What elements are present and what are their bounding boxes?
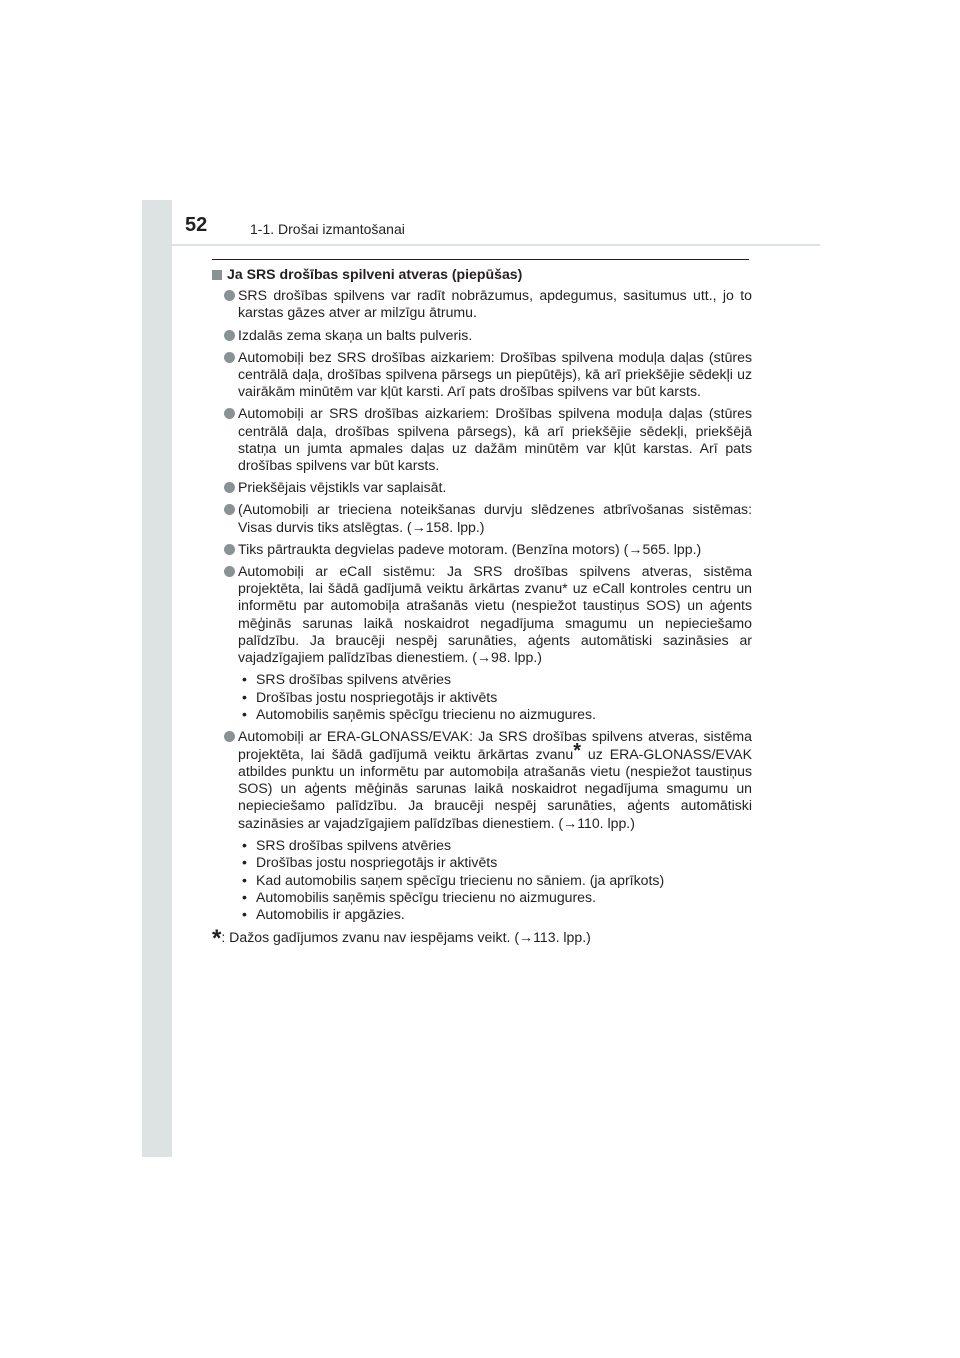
- sub-bullet: •: [242, 688, 247, 705]
- square-bullet-icon: [212, 270, 222, 280]
- item-text: Tiks pārtraukta degvielas padeve motoram. (Benzīna motors) (→565. lpp.): [238, 540, 702, 557]
- item-text: Automobiļi bez SRS drošības aizkariem: Drošības spilvena moduļa daļas (stūres centrālā daļa, drošības spilvena pārsegs un piepūtējs), kā arī priekšējie sēdekļi uz vairākām minūtēm var kļūt karsti. Arī pats drošības spilvens var būt karsts.: [238, 348, 752, 400]
- sub-bullet: •: [242, 871, 247, 888]
- sub-bullet: •: [242, 888, 247, 905]
- ecall-conditions: [242, 671, 752, 723]
- sub-item-text: Drošības jostu nospriegotājs ir aktivēts: [256, 854, 498, 871]
- sub-item-text: Kad automobilis saņem spēcīgu triecienu no sāniem. (ja aprīkots): [256, 871, 665, 888]
- heading-text: Ja SRS drošības spilveni atveras (piepūšas): [227, 266, 523, 282]
- page-number: 52: [185, 214, 208, 236]
- list-item: [212, 405, 752, 474]
- sub-item-text: Automobilis saņēmis spēcīgu triecienu no aizmugures.: [256, 706, 596, 723]
- sub-list-item: [242, 854, 752, 871]
- sub-list-item: [242, 906, 752, 923]
- era-text-end: uz ERA-GLONASS/EVAK atbildes punktu un informētu par automobiļa atrašanās vietu (nespiežot taustiņus SOS) un aģents mēģinās sarunas laikā noskaidrot negadījuma smagumu un nepieciešamo palīdzību. Ja braucēji nespēj sarunāties, aģents automātiski sazināsies ar vajadzīgajiem palīdzības dienestiem. (→110. lpp.): [238, 745, 752, 831]
- sidebar-tab: [142, 200, 172, 1157]
- sub-item-text: Drošības jostu nospriegotājs ir aktivēts: [256, 688, 498, 705]
- era-conditions: [242, 837, 752, 924]
- section-title: 1-1. Drošai izmantošanai: [250, 221, 405, 237]
- bullet-icon: [224, 544, 235, 555]
- list-item: [212, 287, 752, 321]
- sub-bullet: •: [242, 836, 247, 853]
- sub-item-text: SRS drošības spilvens atvēries: [256, 671, 452, 688]
- sub-bullet: •: [242, 671, 247, 688]
- sub-list-item: [242, 671, 752, 688]
- content-rule: [212, 259, 749, 260]
- list-item: [212, 479, 752, 496]
- sub-list-item: [242, 706, 752, 723]
- sub-list-item: [242, 889, 752, 906]
- sub-list-item: [242, 837, 752, 854]
- sub-list-item: [242, 689, 752, 706]
- item-text: Izdalās zema skaņa un balts pulveris.: [238, 326, 473, 343]
- bullet-icon: [224, 290, 235, 301]
- asterisk-mark: *: [573, 739, 581, 762]
- header-rule: [142, 244, 820, 246]
- list-item: [212, 541, 752, 558]
- list-item: [212, 501, 752, 535]
- item-text: [238, 728, 752, 831]
- item-text: (Automobiļi ar trieciena noteikšanas durvju slēdzenes atbrīvošanas sistēmas: Visas durvis tiks atslēgtas. (→158. lpp.): [238, 501, 752, 535]
- sub-item-text: Automobilis ir apgāzies.: [256, 906, 405, 923]
- sub-bullet: •: [242, 854, 247, 871]
- bullet-icon: [224, 504, 235, 515]
- bullet-icon: [224, 482, 235, 493]
- bullet-icon: [224, 352, 235, 363]
- sub-list-item: [242, 872, 752, 889]
- footnote: [212, 924, 752, 952]
- footnote-asterisk: *: [212, 924, 222, 952]
- sub-bullet: •: [242, 706, 247, 723]
- bullet-icon: [224, 566, 235, 577]
- footnote-text: : Dažos gadījumos zvanu nav iespējams veikt. (→113. lpp.): [221, 928, 591, 945]
- list-item: [212, 349, 752, 401]
- item-text: Priekšējais vējstikls var saplaisāt.: [238, 479, 447, 496]
- era-text-start: Automobiļi ar ERA-GLONASS/EVAK: Ja SRS drošības spilvens atveras, sistēma projektēta, lai šādā gadījumā veiktu ārkārtas zvanu: [238, 728, 752, 762]
- section-heading: [212, 266, 752, 283]
- item-text: Automobiļi ar SRS drošības aizkariem: Drošības spilvena moduļa daļas (stūres centrālā daļa, drošības spilvena pārsegs), kā arī priekšējie sēdekļi, priekšējā statņa un jumta apmales daļas uz dažām minūtēm var kļūt karstas. Arī pats drošības spilvens var būt karsts.: [238, 405, 752, 474]
- content: [212, 266, 752, 952]
- item-text: SRS drošības spilvens var radīt nobrāzumus, apdegumus, sasitumus utt., jo to karstas gāzes atver ar milzīgu ātrumu.: [238, 287, 752, 321]
- item-text: Automobiļi ar eCall sistēmu: Ja SRS drošības spilvens atveras, sistēma projektēta, lai šādā gadījumā veiktu ārkārtas zvanu* uz eCall kontroles centru un informētu par automobiļa atrašanās vietu (nespiežot taustiņus SOS) un aģents mēģinās sarunas laikā noskaidrot negadījuma smagumu un nepieciešamo palīdzību. Ja braucēji nespēj sarunāties, aģents automātiski sazināsies ar vajadzīgajiem palīdzības dienestiem. (→98. lpp.): [238, 563, 752, 666]
- sub-item-text: SRS drošības spilvens atvēries: [256, 836, 452, 853]
- list-item: [212, 563, 752, 666]
- bullet-icon: [224, 330, 235, 341]
- list-item: [212, 327, 752, 344]
- list-item: [212, 728, 752, 831]
- sub-item-text: Automobilis saņēmis spēcīgu triecienu no aizmugures.: [256, 888, 596, 905]
- bullet-icon: [224, 731, 235, 742]
- sub-bullet: •: [242, 906, 247, 923]
- bullet-icon: [224, 408, 235, 419]
